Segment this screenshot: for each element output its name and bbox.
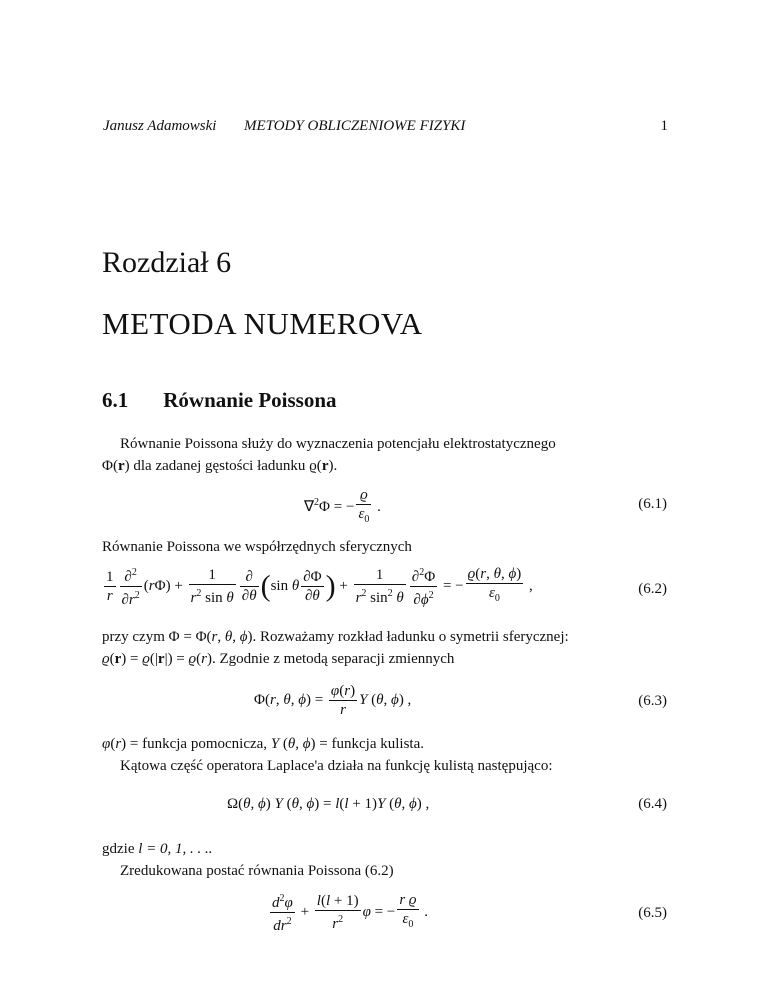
equation-6-5: $\frac{d^2\varphi}{dr^2}$ + $\frac{l(l + 1)}{r^2}$ φ = − $\frac{\text{r ϱ}}{\varepsilon_0}$ . (272, 892, 429, 934)
equation-6-1: ∇$^2$Φ = − $\frac{ϱ}{\varepsilon_0}$ . (304, 487, 381, 525)
paragraph-3-text-b: . Rozważamy rozkład ładunku o symetrii sferycznej: (252, 629, 569, 645)
paragraph-1-line-2: dla zadanej gęstości ładunku (133, 458, 306, 474)
paragraph-4: φ(r) = funkcja pomocnicza, Y (θ, ϕ) = funkcja kulista. (102, 736, 424, 752)
paragraph-4-text-a: = funkcja pomocnicza, (129, 736, 268, 752)
section-number: 6.1 (102, 388, 129, 412)
running-head-title: METODY OBLICZENIOWE FIZYKI (244, 118, 466, 134)
section-title: Równanie Poissona (163, 388, 337, 412)
paragraph-3-cont: ϱ(r) = ϱ(|r|) = ϱ(r). Zgodnie z metodą separacji zmiennych (102, 651, 455, 667)
equation-number-6-4: (6.4) (638, 796, 667, 812)
equation-number-6-2: (6.2) (638, 581, 667, 597)
equation-6-2: $\frac{1}{r}$ $\frac{\partial^2}{\partial r^2}$ (rΦ) + $\frac{1}{r^2 \sin \theta}$ $\frac{\partial}{\partial\theta}$ (sin θ $\frac{\partial\Phi}{\partial\theta}$ ) + $\frac{1}{r^2 \sin^2 \theta}$ $\frac{\partial^2\Phi}{\partial\phi^2}$ = − $\frac{ϱ(r, \theta, \phi)}{\varepsilon_0}$ , (106, 566, 533, 608)
equation-number-6-3: (6.3) (638, 693, 667, 709)
paragraph-6 (102, 838, 667, 860)
section-heading (102, 388, 337, 413)
paragraph-7: Zredukowana postać równania Poissona (6.2) (120, 863, 394, 879)
paragraph-5: Kątowa część operatora Laplace'a działa na funkcję kulistą następująco: (120, 758, 553, 774)
equation-6-3: Φ(r, θ, ϕ) = $\frac{\varphi(r)}{r}$ Y (θ, ϕ) , (254, 683, 412, 718)
running-head (103, 118, 668, 140)
paragraph-1-cont: Φ(r) dla zadanej gęstości ładunku ϱ(r). (102, 458, 338, 474)
equation-6-4: Ω(θ, ϕ) Y (θ, ϕ) = l(l + 1)Y (θ, ϕ) , (227, 796, 430, 812)
paragraph-3-text-a: przy czym (102, 629, 165, 645)
equation-number-6-5: (6.5) (638, 905, 667, 921)
paragraph-1 (102, 433, 667, 455)
running-head-author: Janusz Adamowski (103, 118, 217, 134)
paragraph-4-text-b: = funkcja kulista. (319, 736, 424, 752)
chapter-label: Rozdział 6 (102, 246, 232, 279)
paragraph-1-line-1: Równanie Poissona służy do wyznaczenia potencjału elektrostatycznego (120, 436, 556, 452)
paragraph-3-text-c: . Zgodnie z metodą separacji zmiennych (212, 651, 455, 667)
paragraph-3: przy czym Φ = Φ(r, θ, ϕ). Rozważamy rozkład ładunku o symetrii sferycznej: (102, 629, 569, 645)
chapter-title: METODA NUMEROVA (102, 306, 423, 341)
paragraph-2: Równanie Poissona we współrzędnych sferycznych (102, 539, 412, 555)
equation-number-6-1: (6.1) (638, 496, 667, 512)
paragraph-6-text-a: gdzie (102, 841, 135, 857)
page-number: 1 (660, 118, 668, 134)
paragraph-6-text-b: l = 0, 1, . . .. (138, 841, 213, 857)
